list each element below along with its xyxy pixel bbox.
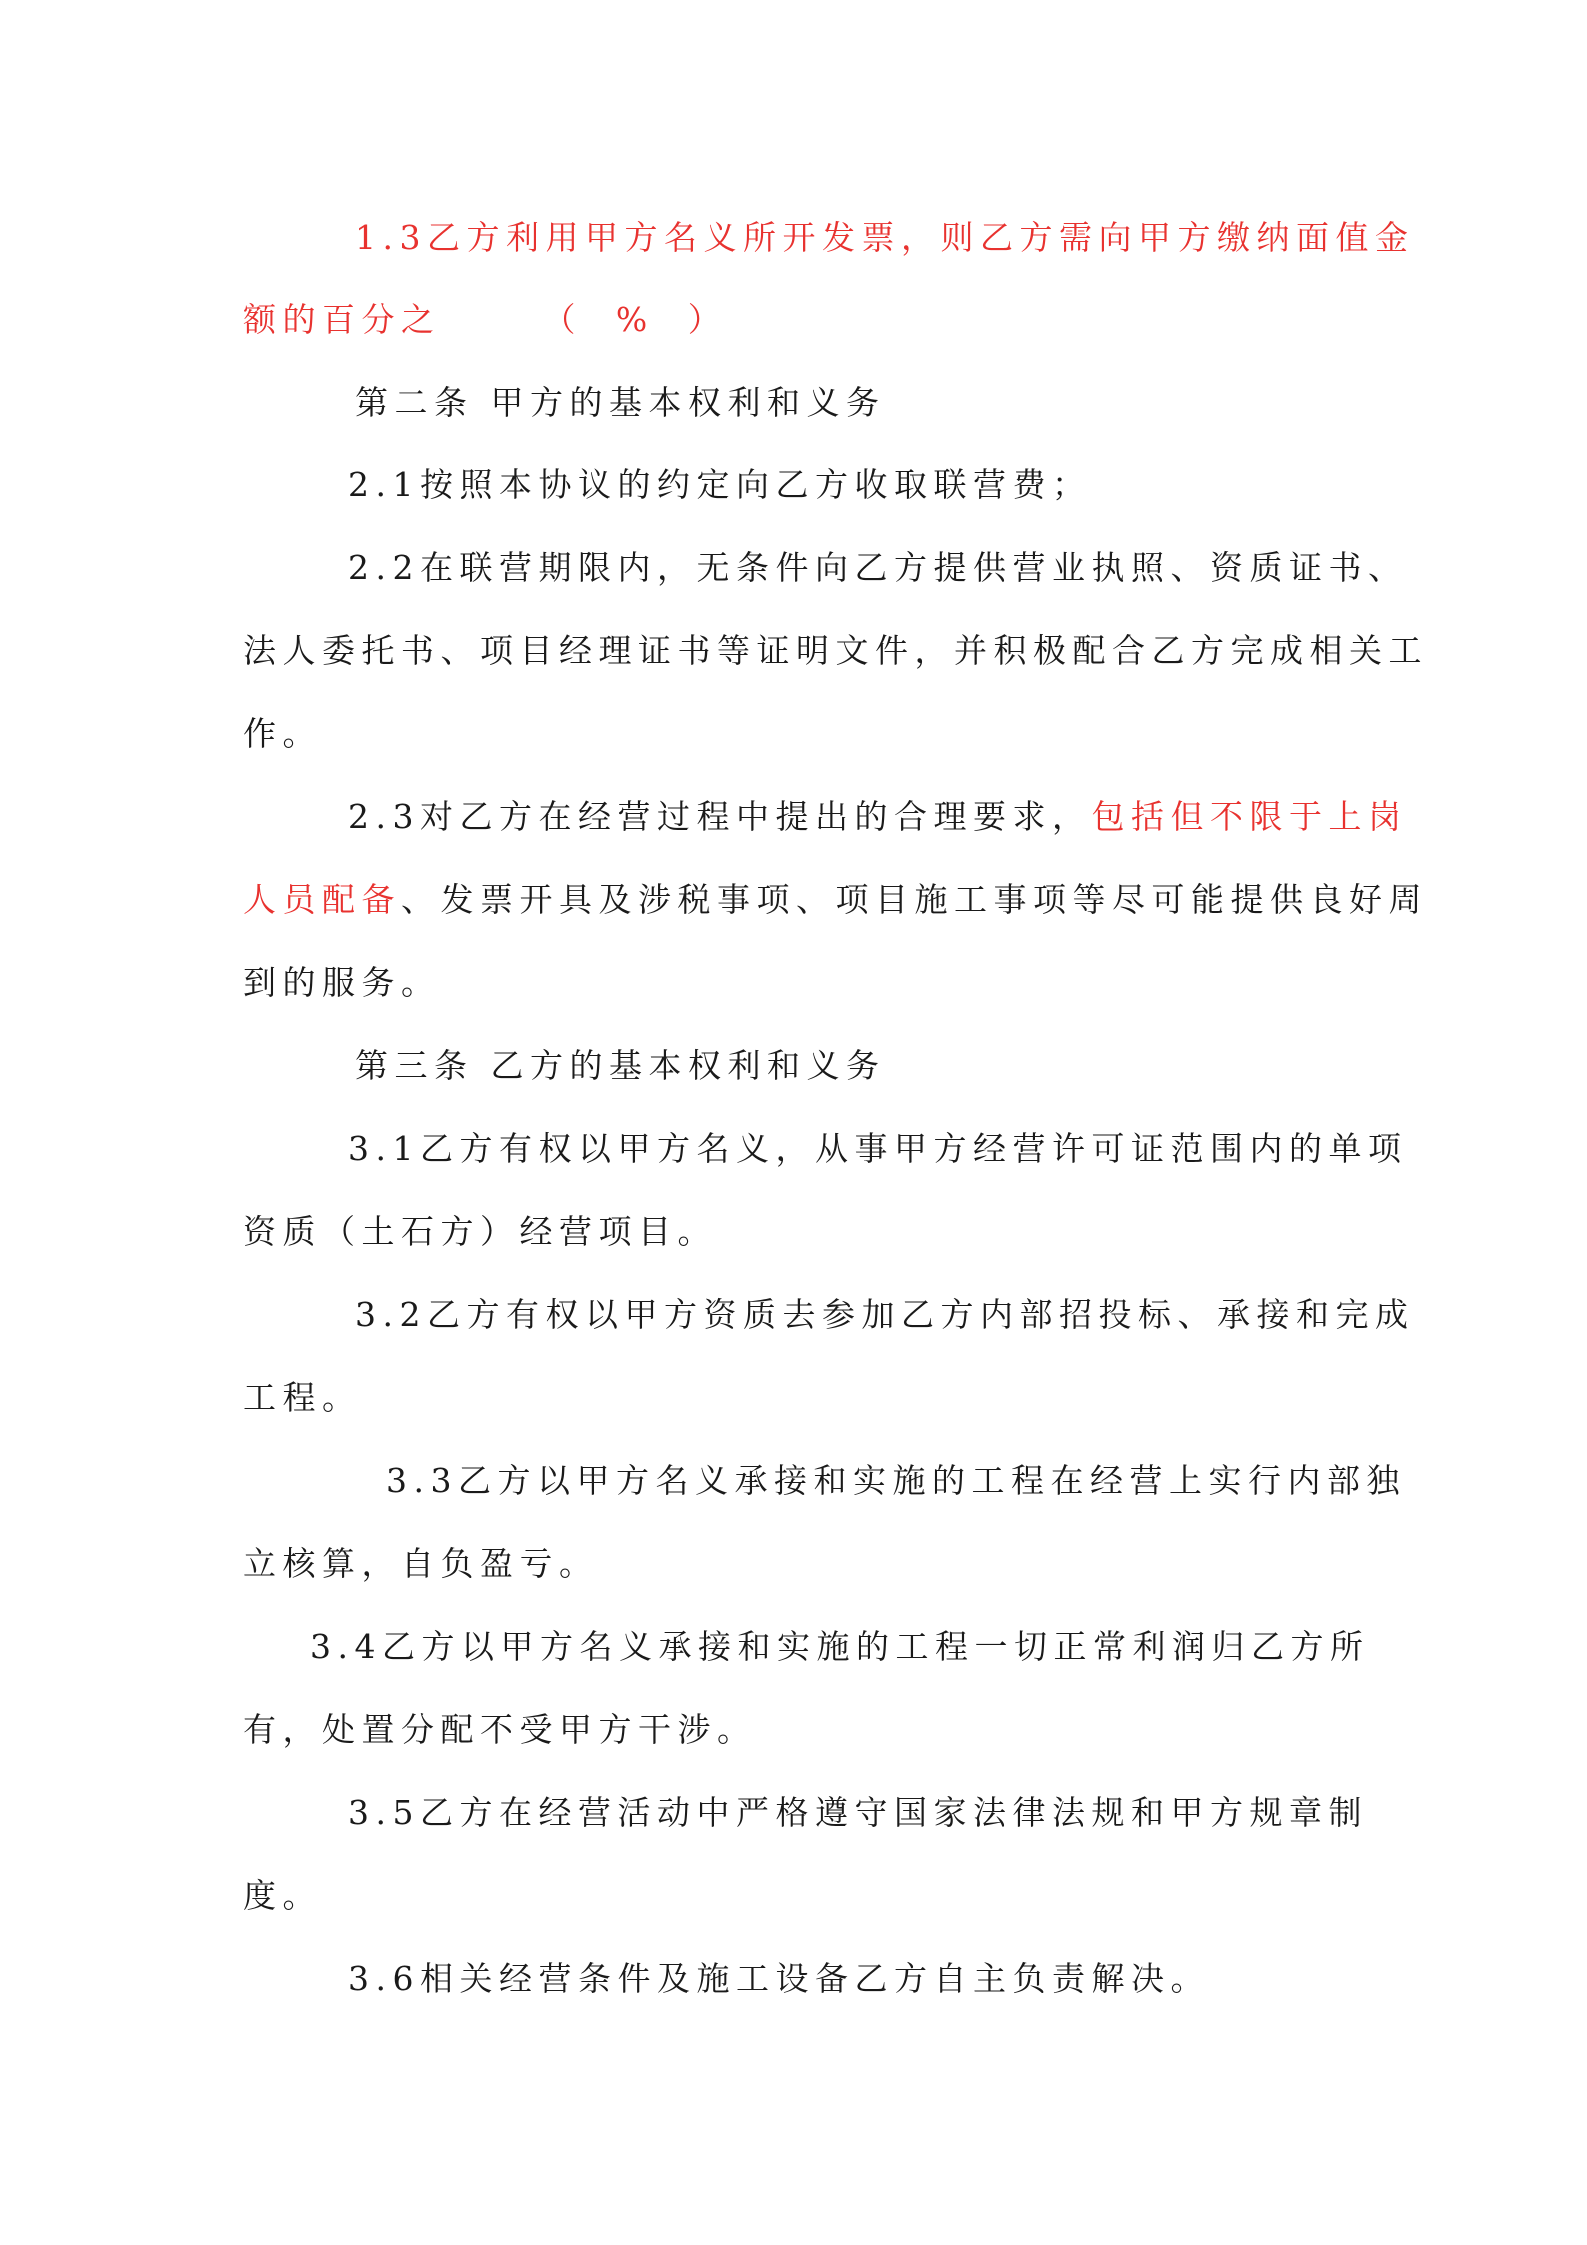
clause-2-2-line-3: 作。 <box>243 714 322 753</box>
clause-2-3-line-1-red: 包括但不限于上岗 <box>1091 797 1408 836</box>
clause-2-3-line-1 <box>348 795 1407 839</box>
clause-2-2-line-1: 2.2在联营期限内，无条件向乙方提供营业执照、资质证书、 <box>348 548 1408 587</box>
clause-2-3-line-1-black: 2.3对乙方在经营过程中提出的合理要求， <box>348 797 1092 836</box>
clause-1-3-line-2: 额的百分之 （ % ） <box>243 300 728 339</box>
clause-3-2-line-2: 工程。 <box>243 1378 362 1417</box>
clause-3-3-line-2: 立核算，自负盈亏。 <box>243 1544 599 1583</box>
clause-2-3-line-2-black: 、发票开具及涉税事项、项目施工事项等尽可能提供良好周 <box>401 880 1428 919</box>
clause-2-3-line-2 <box>243 878 1428 922</box>
clause-3-2-line-1: 3.2乙方有权以甲方资质去参加乙方内部招投标、承接和完成 <box>355 1295 1415 1334</box>
clause-3-3-line-1: 3.3乙方以甲方名义承接和实施的工程在经营上实行内部独 <box>386 1461 1406 1500</box>
clause-2-1: 2.1按照本协议的约定向乙方收取联营费； <box>348 465 1092 504</box>
clause-3-1-line-2: 资质（土石方）经营项目。 <box>243 1212 717 1251</box>
clause-3-1-line-1: 3.1乙方有权以甲方名义，从事甲方经营许可证范围内的单项 <box>348 1129 1408 1168</box>
clause-2-3-line-2-red: 人员配备 <box>243 880 401 919</box>
clause-2-3-line-3: 到的服务。 <box>243 963 441 1002</box>
clause-3-6: 3.6相关经营条件及施工设备乙方自主负责解决。 <box>348 1959 1210 1998</box>
clause-3-5-line-1: 3.5乙方在经营活动中严格遵守国家法律法规和甲方规章制 <box>348 1793 1368 1832</box>
article-3-heading: 第三条 乙方的基本权利和义务 <box>355 1046 886 1085</box>
clause-3-4-line-2: 有，处置分配不受甲方干涉。 <box>243 1710 757 1749</box>
clause-3-5-line-2: 度。 <box>243 1876 322 1915</box>
clause-1-3-line-1: 1.3乙方利用甲方名义所开发票，则乙方需向甲方缴纳面值金 <box>355 218 1415 257</box>
clause-2-2-line-2: 法人委托书、项目经理证书等证明文件，并积极配合乙方完成相关工 <box>243 631 1428 670</box>
article-2-heading: 第二条 甲方的基本权利和义务 <box>355 383 886 422</box>
clause-3-4-line-1: 3.4乙方以甲方名义承接和实施的工程一切正常利润归乙方所 <box>310 1627 1370 1666</box>
